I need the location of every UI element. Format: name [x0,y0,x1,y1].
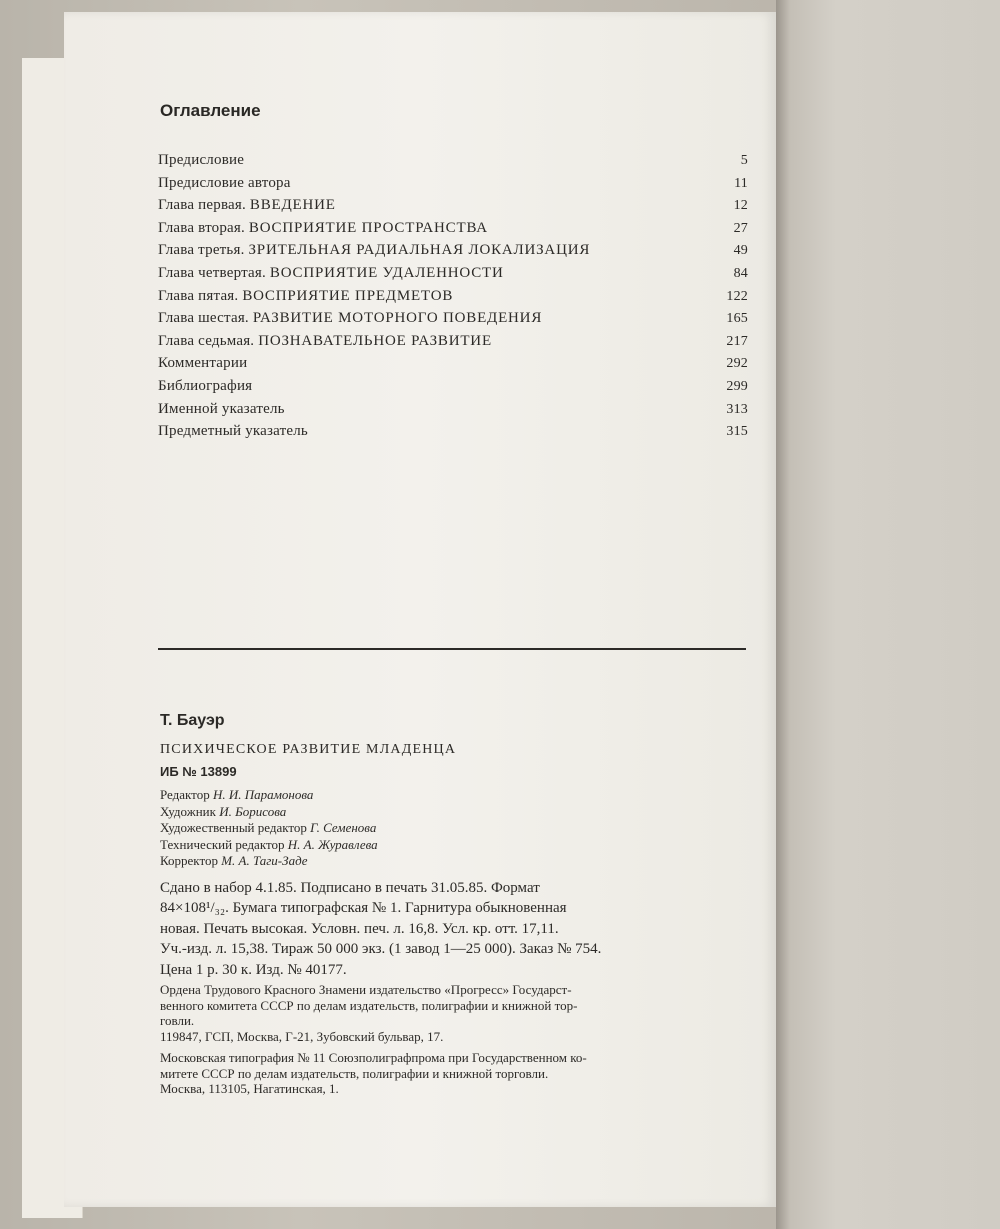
toc-entry-page: 292 [726,356,748,372]
imprint [160,712,760,1103]
toc-entry-prefix: Глава первая. [158,197,246,214]
printer-line: Московская типография № 11 Союзполиграфпрома при Государственном ко- [160,1050,587,1065]
staff-name: И. Борисова [219,803,287,819]
toc-entry-prefix: Предисловие [158,152,245,168]
staff-line [160,787,760,804]
toc-entry-prefix: Комментарии [158,355,248,372]
toc-entry-page: 122 [726,288,748,304]
toc-entry-prefix: Глава шестая. [158,310,249,327]
toc-entry-prefix: Именной указатель [158,400,285,417]
toc-entry [158,288,748,311]
staff-role: Редактор [160,787,210,802]
toc-entry [158,378,748,401]
toc-entry [158,152,748,175]
staff-line [160,837,760,854]
toc-entry [158,401,748,424]
publication-line: 84×108¹/₃₂. Бумага типографская № 1. Гарнитура обыкновенная [160,900,567,916]
staff-list [160,787,760,870]
publisher-line: Ордена Трудового Красного Знамени издательство «Прогресс» Государст- [160,982,572,997]
publication-line: новая. Печать высокая. Условн. печ. л. 16,8. Усл. кр. отт. 17,11. [160,920,559,937]
author: Т. Бауэр [160,712,225,729]
printer-line: Москва, 113105, Нагатинская, 1. [160,1081,339,1096]
publication-details [160,878,760,981]
toc-entry-page: 217 [726,333,748,349]
staff-role: Художественный редактор [160,820,307,835]
staff-role: Корректор [160,853,218,868]
staff-name: Г. Семенова [310,820,377,835]
toc-entry-page: 5 [740,153,748,168]
staff-role: Художник [160,803,216,819]
toc-entry [158,265,748,288]
book-title: ПСИХИЧЕСКОЕ РАЗВИТИЕ МЛАДЕНЦА [160,742,457,757]
toc-entry-title: ВВЕДЕНИЕ [249,197,336,214]
toc-entry-page: 313 [726,401,748,417]
toc-entry-prefix: Глава вторая. [158,219,245,236]
toc-entry-prefix: Глава седьмая. [158,332,255,349]
toc-entry-page: 84 [733,265,748,281]
toc-entry-title: РАЗВИТИЕ МОТОРНОГО ПОВЕДЕНИЯ [252,310,543,327]
toc-entry-page: 27 [733,220,748,236]
publication-line: Уч.-изд. л. 15,38. Тираж 50 000 экз. (1 завод 1—25 000). Заказ № 754. [160,941,602,957]
toc-entry-page: 11 [734,175,748,191]
toc-entry-page: 315 [726,424,748,440]
staff-name: Н. А. Журавлева [287,836,378,852]
publisher-line: говли. [160,1013,195,1028]
toc-entry-page: 49 [733,243,748,259]
publication-line: Цена 1 р. 30 к. Изд. № 40177. [160,961,347,978]
publisher-line: 119847, ГСП, Москва, Г-21, Зубовский бульвар, 17. [160,1028,444,1044]
toc-entry [158,310,748,333]
publisher-line: венного комитета СССР по делам издательств, полиграфии и книжной тор- [160,997,578,1013]
toc-entry [158,355,748,378]
publication-line: Сдано в набор 4.1.85. Подписано в печать 31.05.85. Формат [160,879,540,896]
toc-entry-prefix: Глава четвертая. [158,264,266,281]
staff-role: Технический редактор [160,836,285,852]
toc-entry-page: 165 [726,311,748,327]
printer-line: митете СССР по делам издательств, полиграфии и книжной торговли. [160,1065,549,1081]
printer-info [160,1050,760,1097]
staff-line [160,820,760,837]
toc-entry-title: ВОСПРИЯТИЕ ПРОСТРАНСТВА [248,219,488,236]
toc-entry-prefix: Предисловие автора [158,174,291,191]
toc-entry [158,423,748,446]
toc-heading: Оглавление [160,101,261,120]
staff-line [160,853,760,870]
ib-number: ИБ № 13899 [160,764,237,779]
toc-entry-prefix: Глава пятая. [158,287,239,304]
toc-entry-title: ВОСПРИЯТИЕ УДАЛЕННОСТИ [269,264,504,281]
toc-entry-title: ПОЗНАВАТЕЛЬНОЕ РАЗВИТИЕ [258,332,492,349]
toc-entry-page: 299 [726,378,748,394]
staff-line [160,804,760,821]
publisher-info [160,982,760,1044]
toc-entry-prefix: Глава третья. [158,242,245,259]
toc-entry [158,220,748,243]
toc-entry-prefix: Библиография [158,377,253,394]
toc-entry [158,242,748,265]
toc-list [158,152,748,446]
staff-name: Н. И. Парамонова [212,787,314,802]
staff-name: М. А. Таги-Заде [221,853,308,868]
toc-entry-title: ВОСПРИЯТИЕ ПРЕДМЕТОВ [242,287,454,304]
toc-entry [158,333,748,356]
separator-rule [158,648,746,650]
toc-entry-page: 12 [733,198,748,214]
toc-entry [158,197,748,220]
toc-entry-title: ЗРИТЕЛЬНАЯ РАДИАЛЬНАЯ ЛОКАЛИЗАЦИЯ [248,242,591,259]
toc-entry-prefix: Предметный указатель [158,423,308,440]
toc-entry [158,175,748,198]
